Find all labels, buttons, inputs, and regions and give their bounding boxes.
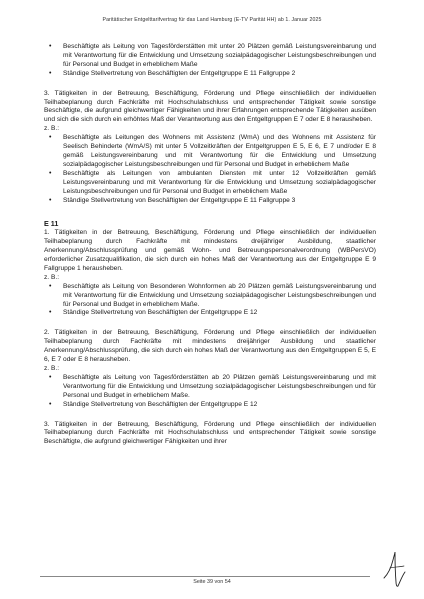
example-label: z. B.: [44, 365, 60, 372]
list-item: • Ständige Stellvertretung von Beschäftigten der Entgeltgruppe E 11 Fallgruppe 3 [44, 197, 376, 206]
list-item: • Ständige Stellvertretung von Beschäftigten der Entgeltgruppe E 12 [44, 309, 376, 318]
footer-divider [40, 576, 370, 577]
paragraph-e10-3: 3. Tätigkeiten in der Betreuung, Beschäftigung, Förderung und Pflege einschließlich der individuellen Teilhabeplanung durch Fachkräfte mit Hochschulabschluss und entsprechender Tätigkeit sowie sonstige Beschäftigte, die aufgrund gleichwertiger Fähigkeiten und ihrer Erfahrungen entsprechende Tätigkeiten ausüben und sich die sich durch ein erhöhtes Maß der Verantwortung aus den Entgeltgruppen E 7 oder E 8 herausheben. [44, 89, 376, 124]
example-label: z. B.: [44, 273, 60, 281]
example-label: z. B.: [44, 125, 60, 133]
e11-2-bullet-list [44, 374, 376, 410]
page-content [44, 43, 376, 447]
intro-bullet-list [44, 43, 376, 79]
paragraph-e11-3: 3. Tätigkeiten in der Betreuung, Beschäftigung, Förderung und Pflege einschließlich der individuellen Teilhabeplanung durch Fachkräfte mit Hochschulabschluss und entsprechender Tätigkeit sowie sonstige Beschäftigte, die aufgrund gleichwertiger Fähigkeiten und ihrer [44, 420, 376, 446]
running-header: Paritätischer Entgelttarifvertrag für das Land Hamburg (E-TV Parität HH) ab 1. Januar 2025 [102, 17, 322, 23]
page-number: Seite 39 von 54 [193, 579, 231, 585]
handwritten-initials [380, 548, 410, 590]
e10-3-bullet-list [44, 134, 376, 205]
list-item: • Ständige Stellvertretung von Beschäftigten der Entgeltgruppe E 12 [44, 401, 376, 410]
list-item: • Beschäftigte als Leitung von Tagesförderstätten mit unter 20 Plätzen gemäß Leistungsvereinbarung und mit Verantwortung für die Entwicklung und Umsetzung sozialpädagogischer Leistungsbeschreibungen und für Personal und Budget in erheblichem Maße [44, 43, 376, 70]
e11-1-bullet-list [44, 283, 376, 319]
list-item: • Beschäftigte als Leitungen des Wohnens mit Assistenz (WmA) und des Wohnens mit Assistenz für Seelisch Behinderte (WmA/S) mit unter 5 Vollzeitkräften der Entgeltgruppen E 5, E 6, E 7 und/oder E 8 gemäß Leistungsvereinbarung und mit Verantwortung für die Entwicklung und Umsetzung sozialpädagogischer Leistungsbeschreibungen und für Personal und Budget in erheblichem Maße [44, 134, 376, 170]
list-item: • Beschäftigte als Leitung von Besonderen Wohnformen ab 20 Plätzen gemäß Leistungsvereinbarung und mit Verantwortung für die Entwicklung und Umsetzung sozialpädagogischer Leistungsbeschreibungen und für Personal und Budget in erheblichem Maße. [44, 283, 376, 310]
section-heading-e11: E 11 [44, 219, 59, 229]
paragraph-e11-1: 1. Tätigkeiten in der Betreuung, Beschäftigung, Förderung und Pflege einschließlich der individuellen Teilhabeplanung durch Fachkräfte mit mindestens dreijähriger Ausbildung, staatlicher Anerkennung/Abschlussprüfung und gemäß Wohn- und Betreuungspersonalverordnung (WBPersVO) erforderlicher Zusatzqualifikation, die sich durch ein hohes Maß der Verantwortung aus der Entgeltgruppe E 9 Fallgruppe 1 herausheben. [44, 229, 376, 272]
list-item: • Beschäftigte als Leitung von Tagesförderstätten ab 20 Plätzen gemäß Leistungsvereinbarung und mit Verantwortung für die Entwicklung und Umsetzung sozialpädagogischer Leistungsbeschreibungen und für Personal und Budget in erheblichem Maße. [44, 374, 376, 401]
list-item: • Ständige Stellvertretung von Beschäftigten der Entgeltgruppe E 11 Fallgruppe 2 [44, 70, 376, 79]
list-item: • Beschäftigte als Leitungen von ambulanten Diensten mit unter 12 Vollzeitkräften gemäß Leistungsvereinbarung und mit Verantwortung für die Entwicklung und Umsetzung sozialpädagogischer Leistungsbeschreibungen und für Personal und Budget in erheblichem Maße [44, 170, 376, 197]
paragraph-e11-2: 2. Tätigkeiten in der Betreuung, Beschäftigung, Förderung und Pflege einschließlich der individuellen Teilhabeplanung durch Fachkräfte mit mindestens dreijähriger Ausbildung und staatlicher Anerkennung/Abschlussprüfung, die sich durch ein hohes Maß der Verantwortung aus den Entgeltgruppen E 5, E 6, E 7 oder E 8 herausheben. [44, 329, 376, 364]
